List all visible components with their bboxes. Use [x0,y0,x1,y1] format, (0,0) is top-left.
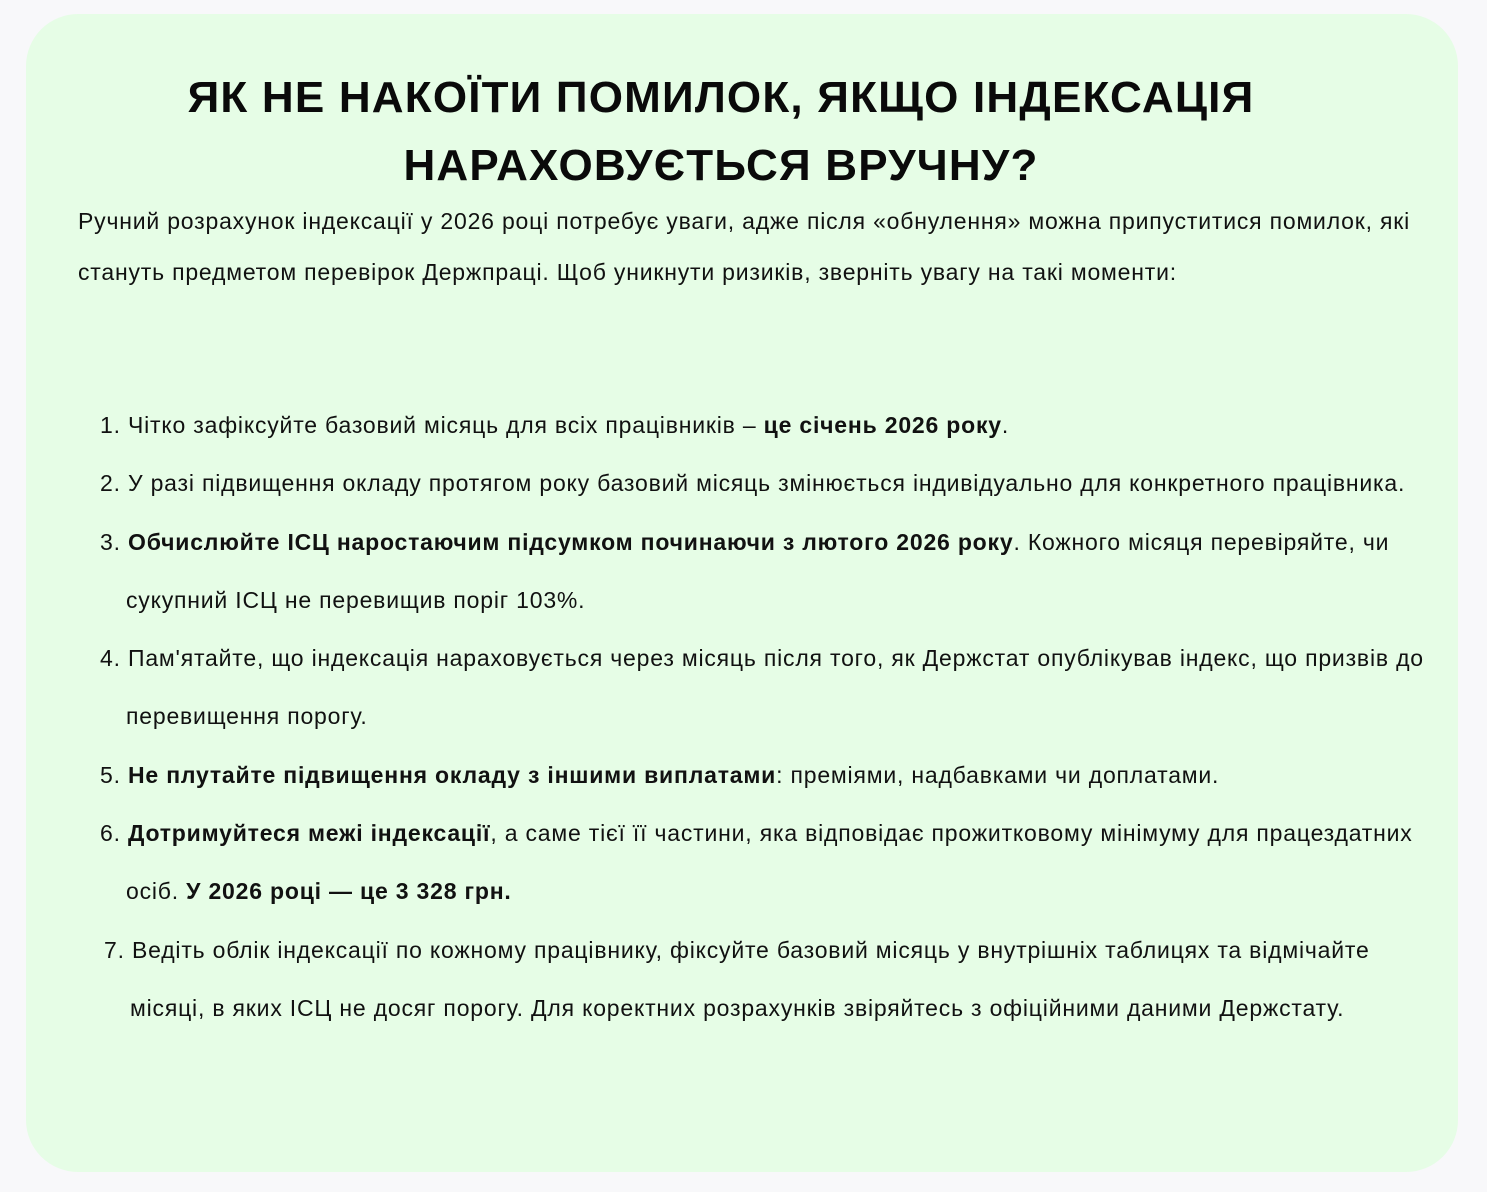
title-line-2: НАРАХОВУЄТЬСЯ ВРУЧНУ? [403,141,1039,190]
item-bold-text: Дотримуйтеся межі індексації [128,820,491,847]
list-item-3 [26,513,1436,630]
item-number: 2. [100,470,121,497]
item-text: . Кожного місяця перевіряйте, чи сукупний ІСЦ не перевищив поріг 103%. [126,528,1390,613]
item-text: У разі підвищення окладу протягом року базовий місяць змінюється індивідуально для конкретного працівника. [120,470,1406,497]
item-text: : преміями, надбавками чи доплатами. [776,761,1220,788]
list-item-1 [26,396,1436,454]
content-card [26,14,1458,1172]
item-text: , а саме тієї її частини, яка відповідає прожитковому мінімуму для працездатних осіб. [126,820,1413,905]
tips-list [26,396,1458,1037]
item-number: 1. [100,412,121,438]
item-bold-text: Не плутайте підвищення окладу з іншими виплатами [128,761,777,788]
item-text: Ведіть облік індексації по кожному працівнику, фіксуйте базовий місяць у внутрішніх таблицях та відмічайте місяці, в яких ІСЦ не досяг порогу. Для коректних розрахунків звіряйтесь з офіційними даними Держстату. [124,936,1370,1021]
item-number: 3. [100,528,121,555]
item-number: 7. [104,936,125,963]
item-bold-text: Обчислюйте ІСЦ наростаючим підсумком починаючи з лютого 2026 року [128,528,1014,555]
item-bold-text: У 2026 році — це 3 328 грн. [186,878,512,905]
list-item-4 [26,629,1436,746]
item-text: Чітко зафіксуйте базовий місяць для всіх працівників – [120,412,764,438]
item-text: Пам'ятайте, що індексація нараховується через місяць після того, як Держстат опублікував індекс, що призвів до перевищення порогу. [120,645,1424,730]
intro-paragraph: Ручний розрахунок індексації у 2026 році потребує уваги, адже після «обнулення» можна припуститися помилок, які стануть предметом перевірок Держпраці. Щоб уникнути ризиків, зверніть увагу на такі моменти: [78,208,1411,285]
item-text: . [1001,412,1010,438]
item-number: 5. [100,761,121,788]
list-item-5 [26,746,1436,804]
title-line-1: ЯК НЕ НАКОЇТИ ПОМИЛОК, ЯКЩО ІНДЕКСАЦІЯ [187,73,1255,122]
list-item-7 [26,921,1440,1038]
page-title [26,64,1416,200]
item-number: 4. [100,645,121,672]
item-number: 6. [100,820,121,847]
list-item-2 [26,454,1436,512]
item-bold-text: це січень 2026 року [763,412,1002,438]
list-item-6 [26,804,1436,921]
